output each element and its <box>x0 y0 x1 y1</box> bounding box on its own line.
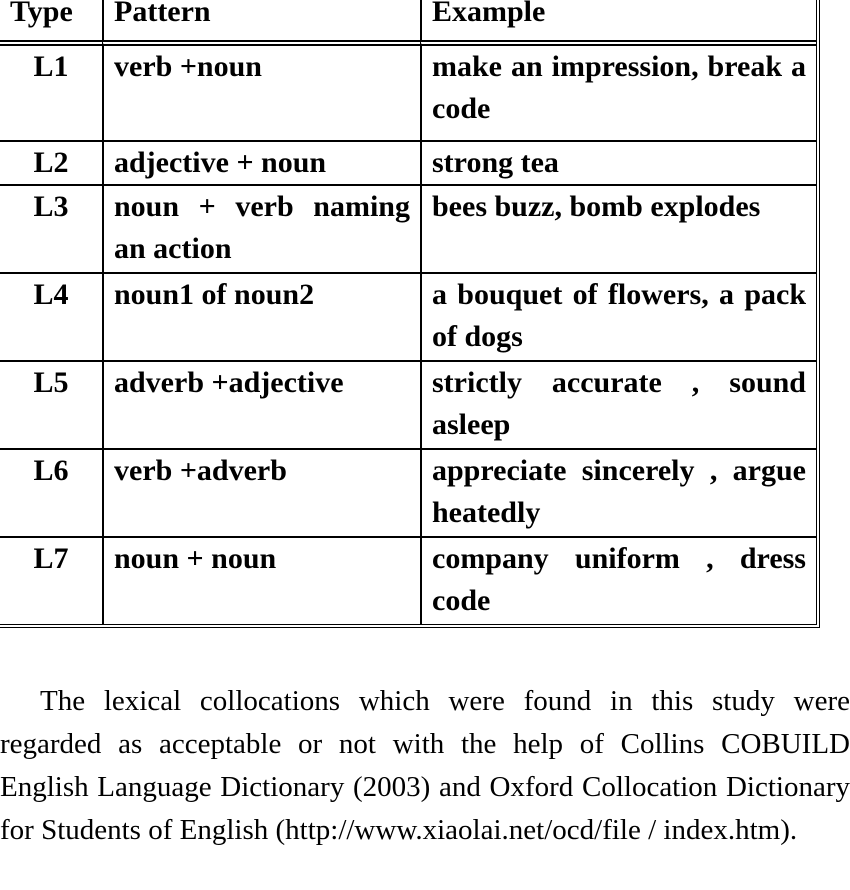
table-row <box>0 40 816 140</box>
cell-type: L1 <box>0 40 102 140</box>
cell-type: L3 <box>0 184 102 272</box>
cell-example: strictly accurate , sound asleep <box>420 360 816 448</box>
table-header-row <box>0 0 816 40</box>
cell-example: a bouquet of flowers, a pack of dogs <box>420 272 816 360</box>
table-row <box>0 184 816 272</box>
cell-pattern: noun + noun <box>102 536 420 624</box>
cell-example: company uniform , dress code <box>420 536 816 624</box>
cell-example: make an impression, break a code <box>420 40 816 140</box>
cell-type: L6 <box>0 448 102 536</box>
paragraph-text: The lexical collocations which were found in this study were regarded as acceptable or not with the help of Collins COBUILD English Language Dictionary (2003) and Oxford Collocation Dictionary for Students of English (http://www.xiaolai.net/ocd/file / index.htm). <box>0 685 850 846</box>
header-pattern: Pattern <box>102 0 420 40</box>
cell-type: L7 <box>0 536 102 624</box>
table-row <box>0 448 816 536</box>
cell-pattern: adverb +adjective <box>102 360 420 448</box>
cell-example: bees buzz, bomb explodes <box>420 184 816 272</box>
header-type: Type <box>0 0 102 40</box>
header-example: Example <box>420 0 816 40</box>
table-row <box>0 272 816 360</box>
cell-pattern: verb +adverb <box>102 448 420 536</box>
cell-example: strong tea <box>420 140 816 184</box>
cell-pattern: noun + verb naming an action <box>102 184 420 272</box>
body-paragraph <box>0 680 850 852</box>
table-row <box>0 360 816 448</box>
cell-example: appreciate sincerely , argue heatedly <box>420 448 816 536</box>
cell-type: L4 <box>0 272 102 360</box>
table-row <box>0 536 816 624</box>
cell-type: L5 <box>0 360 102 448</box>
table-row <box>0 140 816 184</box>
cell-pattern: adjective + noun <box>102 140 420 184</box>
cell-type: L2 <box>0 140 102 184</box>
cell-pattern: noun1 of noun2 <box>102 272 420 360</box>
cell-pattern: verb +noun <box>102 40 420 140</box>
